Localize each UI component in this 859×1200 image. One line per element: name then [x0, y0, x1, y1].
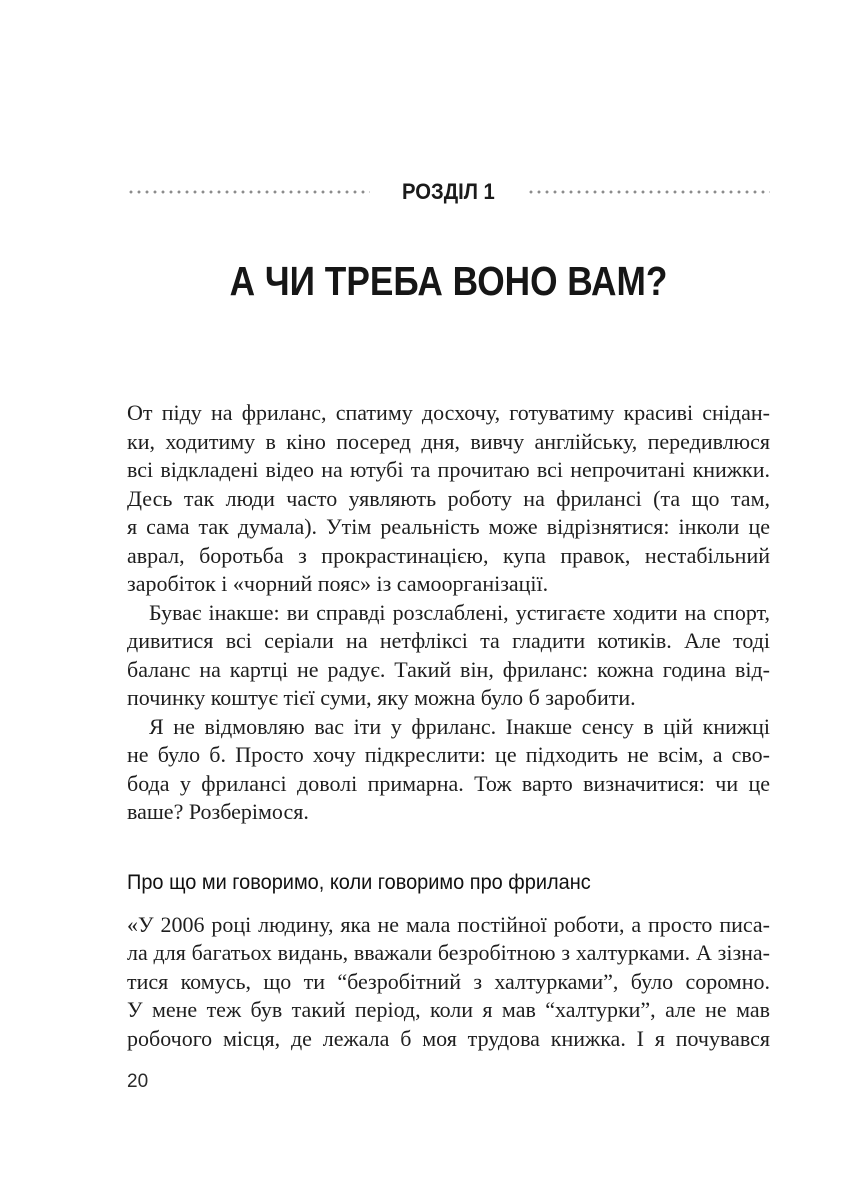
paragraph-line: ла для багатьох видань, вважали безробітною з халтурками. А зізна- [127, 940, 770, 965]
paragraph-line: всі відкладені відео на ютубі та прочитаю всі непрочитані книжки. [127, 457, 770, 482]
paragraph-line: я сама так думала). Утім реальність може відрізнятися: інколи це [127, 514, 770, 539]
page-footer [127, 1071, 148, 1093]
paragraph-line: Я не відмовляю вас іти у фриланс. Інакше сенсу в цій книжці [149, 713, 770, 739]
paragraph-line: тися комусь, що ти “безробітний з халтурками”, було соромно. [127, 968, 770, 994]
paragraph [127, 713, 770, 827]
paragraph-line: ки, ходитиму в кіно посеред дня, вивчу англійську, передивлюся [127, 428, 770, 454]
paragraph-line: Буває інакше: ви справді розслаблені, устигаєте ходити на спорт, [149, 599, 770, 625]
paragraph-line: робочого місця, де лежала б моя трудова книжка. І я почувався [127, 1025, 770, 1051]
paragraph-line: Десь так люди часто уявляють роботу на фрилансі (та що там, [127, 485, 770, 511]
paragraph-line: ваше? Розберімося. [127, 799, 309, 824]
chapter-header [127, 179, 770, 205]
paragraph-line: От піду на фриланс, спатиму досхочу, готуватиму красиві снідан- [127, 400, 770, 425]
page-number: 20 [127, 1071, 149, 1092]
paragraph-line: аврал, боротьба з прокрастинацією, купа правок, нестабільний [127, 542, 770, 568]
paragraph [127, 599, 770, 713]
paragraph-line: дивитися всі серіали на нетфліксі та гладити котиків. Але тоді [127, 628, 770, 653]
paragraph [127, 399, 770, 599]
paragraph-line: бода у фрилансі доволі примарна. Тож варто визначитися: чи це [127, 770, 770, 796]
body-text [127, 399, 770, 1053]
paragraph-line: заробіток і «чорний пояс» із самоорганізації. [127, 571, 549, 596]
paragraph-line: баланс на картці не радує. Такий він, фриланс: кожна година від- [127, 656, 770, 682]
paragraph-line: У мене теж був такий період, коли я мав “халтурки”, але не мав [127, 997, 770, 1022]
paragraph-line: не було б. Просто хочу підкреслити: це підходить не всім, а сво- [127, 742, 770, 767]
section-subheading: Про що ми говоримо, коли говоримо про фриланс [127, 870, 591, 894]
dotted-rule-left-icon [127, 190, 370, 194]
paragraph-line: «У 2006 році людину, яка не мала постійної роботи, а просто писа- [127, 911, 770, 937]
dotted-rule-right-icon [527, 190, 770, 194]
chapter-label: РОЗДІЛ 1 [402, 179, 495, 204]
paragraph-line: починку коштує тієї суми, яку можна було б заробити. [127, 685, 636, 710]
paragraph [127, 911, 770, 1054]
chapter-title: А ЧИ ТРЕБА ВОНО ВАМ? [229, 258, 668, 304]
